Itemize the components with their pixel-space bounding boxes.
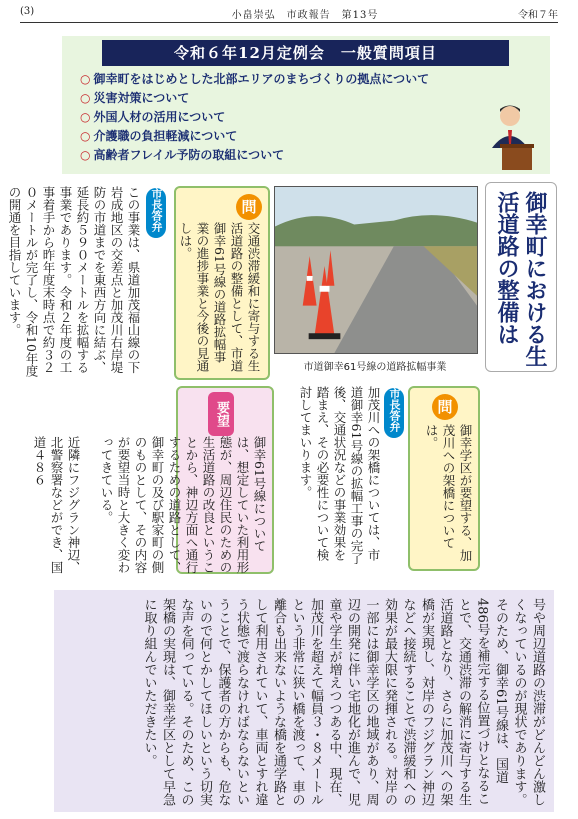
question-box xyxy=(174,186,270,380)
question-text: 御幸学区が要望する、加茂川への架橋については。 xyxy=(424,424,473,562)
page-header xyxy=(20,6,558,22)
header-divider xyxy=(20,22,558,23)
newsletter-title: 小畠崇弘 市政報告 第13号 xyxy=(231,10,379,21)
question-text: 交通渋滞緩和に寄与する生活道路の整備として、市道御幸61号線の道路拡幅事業の進捗事業と今後の見通しは。 xyxy=(178,222,261,372)
question-box xyxy=(408,386,480,571)
banner-title: 令和６年12月定例会 一般質問項目 xyxy=(102,40,509,66)
road-widening-photo xyxy=(274,186,478,354)
page-number: (3) xyxy=(20,6,35,17)
answer-text: 加茂川への架橋については、市道御幸61号線の拡幅工事の完了後、交通状況などの事業効果を踏まえ、その必要性について検討してまいります。 xyxy=(298,386,381,565)
question-badge: 問 xyxy=(432,394,458,420)
request-text: 御幸61号線については、想定していた利用形態が、周辺住民のための生活道路の改良ということから、神辺方面へ通行するための道路として、御幸町の及び駅家町の側のものとして、その内容が要望当時と大きく変わってきている。 xyxy=(99,436,267,574)
section-title: 御幸町における生活道路の整備は xyxy=(494,191,547,367)
photo-caption: 市道御幸61号線の道路拡幅事業 xyxy=(303,362,447,373)
mayor-answer-badge: 市長答弁 xyxy=(384,388,404,438)
request-text-cont: 近隣にフジグラン神辺、北警察署などができ、国道４８６ xyxy=(32,436,81,574)
section-title-box xyxy=(485,182,557,372)
answer-text: この事業は、県道加茂福山線の下岩成地区の交差点と加茂川右岸堤防の市道までを東西方向に結ぶ、延長約５９０メートルを拡幅する事業であります。令和２年度の工事着手から昨年度末時点で約３２０メートルが完了し、令和10年度の開通を目指しています。 xyxy=(7,186,141,377)
list-item: ○ 介護職の負担軽減について xyxy=(80,129,238,143)
list-item: ○ 高齢者フレイル予防の取組について xyxy=(80,148,285,162)
list-item: ○ 災害対策について xyxy=(80,91,190,105)
request-badge: 要望 xyxy=(208,392,234,436)
bullet-icon: ○ xyxy=(80,110,91,124)
request-continuation-panel xyxy=(54,590,554,812)
mayor-answer-badge: 市長答弁 xyxy=(146,188,166,238)
list-item: ○ 御幸町をはじめとした北部エリアのまちづくりの拠点について xyxy=(80,72,430,86)
bullet-icon: ○ xyxy=(80,72,91,86)
request-continuation-text: 号や周辺道路の渋滞がどんどん激しくなっているのが現状であります。そのため、御幸61号線は、国道486号を補完する位置づけとなることで、交通渋滞の解消に寄与する生活道路となり、さらに加茂川への架橋が実現し、対岸のフジグラン神辺などへ接続することで渋滞緩和への効果が最大限に発揮される。対岸の一部には御幸学区の地域があり、周辺の開発に伴い宅地化が進んで、児童や学生が増えつつある中、現在、加茂川を超えて幅員３・８メートルという非常に狭い橋を渡って、車の離合も出来ないような橋を通学路として利用されていて、車両とすれ違う状態で渡らなければならないということで、保護者の方からも、危ないので何とかしてほしいという切実な声を伺っている。そのため、この架橋の実現は、御幸学区として早急に取り組んでいただきたい。 xyxy=(141,598,545,806)
bullet-icon: ○ xyxy=(80,129,91,143)
topic-list xyxy=(80,70,480,165)
list-item: ○ 外国人材の活用について xyxy=(80,110,226,124)
issue-year: 令和７年 xyxy=(518,10,558,21)
bullet-icon: ○ xyxy=(80,91,91,105)
speaker-portrait-icon xyxy=(488,100,538,170)
question-badge: 問 xyxy=(236,194,262,220)
bullet-icon: ○ xyxy=(80,148,91,162)
